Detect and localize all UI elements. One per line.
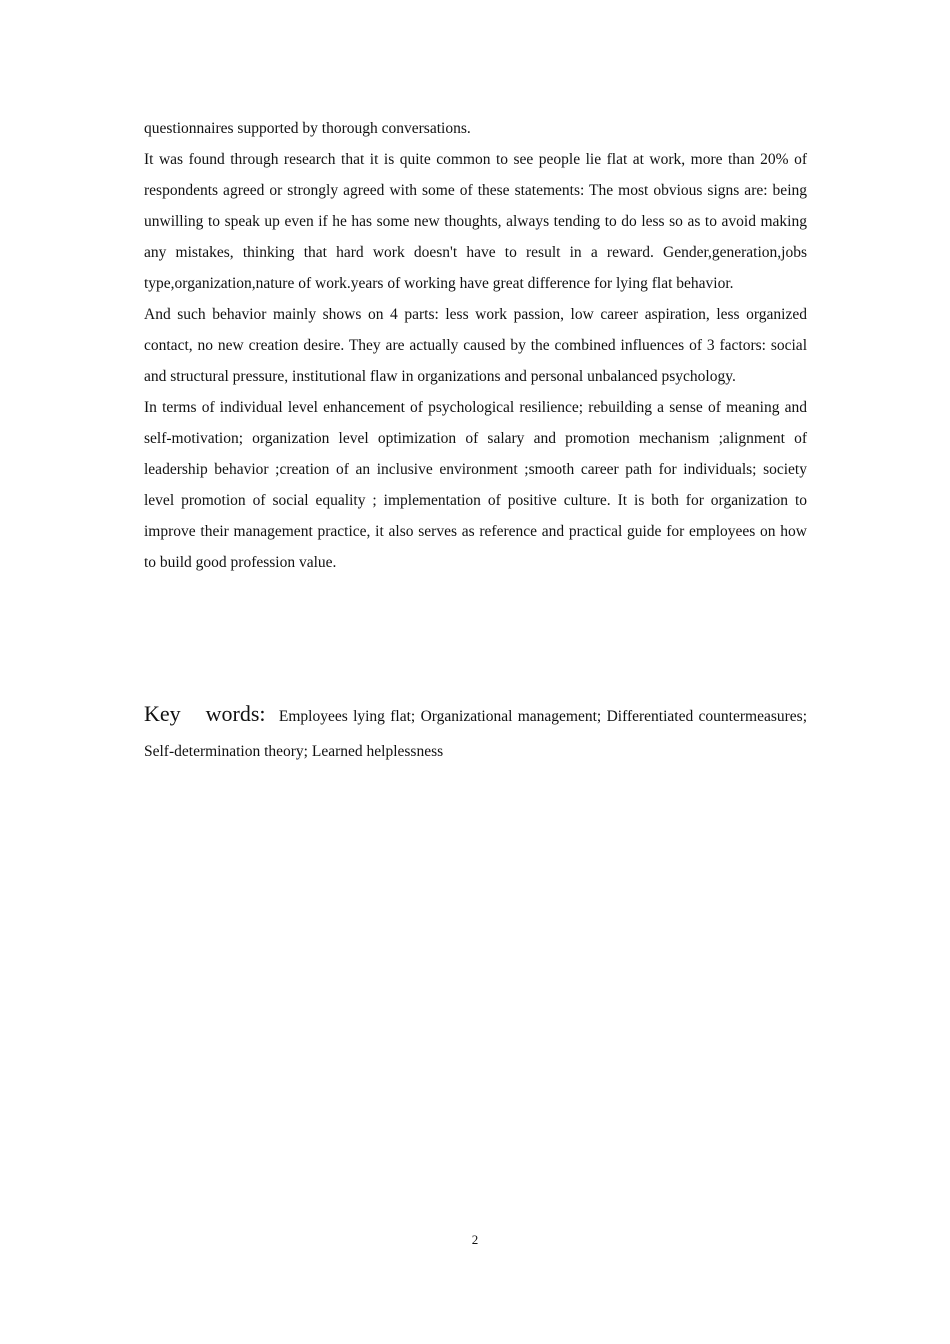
- abstract-body: [144, 113, 807, 578]
- keywords-list: Employees lying flat; Organizational management; Differentiated countermeasures; Self-determination theory; Learned helplessness: [144, 708, 808, 760]
- paragraph-findings: It was found through research that it is quite common to see people lie flat at work, more than 20% of respondents agreed or strongly agreed with some of these statements: The most obvious signs are: being unwilling to speak up even if he has some new thoughts, always tending to do less so as to avoid making any mistakes, thinking that hard work doesn't have to result in a reward. Gender,generation,jobs type,organization,nature of work.years of working have great difference for lying flat behavior.: [144, 151, 807, 292]
- paragraph-countermeasures: In terms of individual level enhancement of psychological resilience; rebuilding a sense of meaning and self-motivation; organization level optimization of salary and promotion mechanism ;alignment of leadership behavior ;creation of an inclusive environment ;smooth career path for individuals; society level promotion of social equality ; implementation of positive culture. It is both for organization to improve their management practice, it also serves as reference and practical guide for employees on how to build good profession value.: [144, 399, 807, 571]
- paragraph-continuation: questionnaires supported by thorough conversations.: [144, 120, 471, 137]
- keywords-line: [144, 696, 807, 769]
- keywords-label: Key words:: [144, 701, 266, 726]
- page-number: 2: [471, 1232, 479, 1247]
- paragraph-behavior: And such behavior mainly shows on 4 parts: less work passion, low career aspiration, less organized contact, no new creation desire. They are actually caused by the combined influences of 3 factors: social and structural pressure, institutional flaw in organizations and personal unbalanced psychology.: [144, 306, 807, 385]
